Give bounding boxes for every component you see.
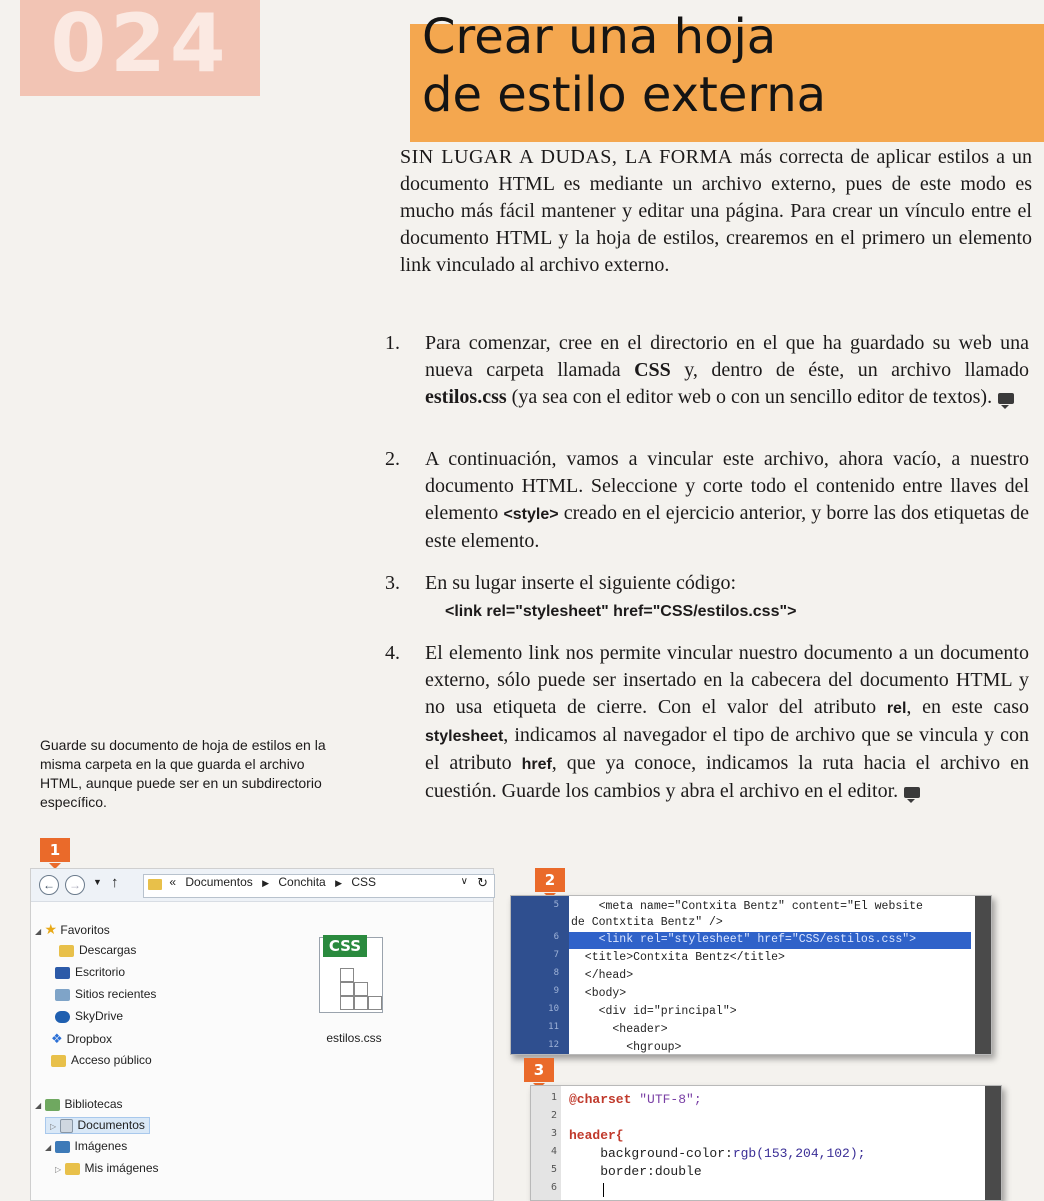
tree-item-descargas[interactable] xyxy=(59,943,136,957)
callout-badge-1: 1 xyxy=(40,838,70,862)
breadcrumb-item[interactable]: Documentos xyxy=(185,875,253,889)
folder-icon xyxy=(148,879,162,890)
editor-gutter xyxy=(511,896,569,1054)
text-cursor xyxy=(603,1183,604,1197)
file-name-label[interactable]: estilos.css xyxy=(326,1031,382,1045)
line-number: 7 xyxy=(553,950,559,960)
expand-icon: ◢ xyxy=(35,1101,42,1110)
breadcrumb-item[interactable]: CSS xyxy=(351,875,377,889)
line-number: 12 xyxy=(548,1040,559,1050)
tree-item-acceso-publico[interactable] xyxy=(51,1053,152,1067)
step-bold: rel xyxy=(886,700,907,717)
tree-item-escritorio[interactable] xyxy=(55,965,125,979)
page-title xyxy=(422,8,1022,124)
code-line-selected: <link rel="stylesheet" href="CSS/estilos.css"> xyxy=(571,933,917,946)
downloads-folder-icon xyxy=(59,945,74,957)
step-text: En su lugar inserte el siguiente código: xyxy=(425,572,737,594)
recent-places-icon xyxy=(55,989,70,1001)
editor-gutter xyxy=(531,1086,561,1200)
css-property: background-color: xyxy=(569,1146,733,1161)
dropdown-icon[interactable]: ∨ xyxy=(460,876,468,887)
callout-marker-icon xyxy=(904,787,920,798)
title-line-1: Crear una hoja xyxy=(422,9,777,65)
tree-item-skydrive[interactable] xyxy=(55,1009,123,1023)
tree-label: Acceso público xyxy=(71,1053,152,1067)
css-at-rule: @charset xyxy=(569,1092,632,1107)
back-arrow-icon[interactable]: ← xyxy=(39,875,59,895)
tree-label: Documentos xyxy=(77,1118,145,1132)
step-text: , en este caso xyxy=(906,696,1030,718)
tree-item-documentos[interactable] xyxy=(45,1117,150,1134)
tree-label: Favoritos xyxy=(60,923,110,937)
callout-marker-icon xyxy=(998,393,1014,404)
dropbox-icon: ❖ xyxy=(51,1031,63,1046)
tree-label: Dropbox xyxy=(66,1032,113,1046)
file-explorer-window xyxy=(30,868,494,1201)
step-bold: stylesheet xyxy=(425,728,504,745)
tree-item-imagenes[interactable] xyxy=(45,1139,127,1153)
tree-label: Bibliotecas xyxy=(64,1097,123,1111)
folder-icon xyxy=(65,1163,80,1175)
step-number: 1. xyxy=(385,332,400,354)
refresh-icon[interactable]: ↻ xyxy=(477,875,488,890)
scrollbar[interactable] xyxy=(975,896,991,1054)
line-number: 10 xyxy=(548,1004,559,1014)
code-line: <body> xyxy=(571,987,627,1000)
pictures-icon xyxy=(55,1141,70,1153)
library-icon xyxy=(45,1099,60,1111)
code-line: <meta name="Contxita Bentz" content="El website xyxy=(571,900,923,913)
step-number: 4. xyxy=(385,642,400,664)
css-property: border:double xyxy=(569,1164,702,1179)
code-line: </head> xyxy=(571,969,634,982)
breadcrumb-item[interactable]: Conchita xyxy=(278,875,326,889)
css-code-editor[interactable] xyxy=(530,1085,1002,1201)
tree-item-sitios-recientes[interactable] xyxy=(55,987,156,1001)
tree-label: SkyDrive xyxy=(75,1009,124,1023)
css-string: "UTF-8"; xyxy=(631,1092,702,1107)
breadcrumb-overflow[interactable]: « xyxy=(169,875,177,889)
line-number: 1 xyxy=(550,1092,557,1103)
code-line: de Contxtita Bentz" /> xyxy=(571,916,723,929)
tree-label: Escritorio xyxy=(75,965,126,979)
document-icon xyxy=(60,1119,73,1133)
line-number: 2 xyxy=(550,1110,557,1121)
forward-arrow-icon[interactable]: → xyxy=(65,875,85,895)
line-number: 11 xyxy=(548,1022,559,1032)
breadcrumb[interactable] xyxy=(143,874,495,898)
step-text: A continuación, vamos a vincular este archivo, ahora vacío, a nuestro documento HTML. Seleccione y corte todo el contenido entre llaves del elemento xyxy=(425,448,1029,524)
intro-lead: SIN LUGAR A DUDAS, LA FORMA xyxy=(400,146,733,168)
explorer-navbar xyxy=(31,869,493,902)
line-number: 5 xyxy=(550,1164,557,1175)
expand-icon: ◢ xyxy=(45,1143,52,1152)
chevron-right-icon: ▶ xyxy=(262,878,270,888)
css-selector: header{ xyxy=(569,1128,624,1143)
line-number: 6 xyxy=(550,1182,557,1193)
callout-badge-2: 2 xyxy=(535,868,565,892)
step-4 xyxy=(385,640,1035,860)
desktop-icon xyxy=(55,967,70,979)
grid-cell xyxy=(354,996,368,1010)
tree-label: Imágenes xyxy=(74,1139,128,1153)
code-line: <title>Contxita Bentz</title> xyxy=(571,951,785,964)
step-text: , que ya conoce, indicamos la ruta hacia el archivo en cuestión. Guarde los cambios y abra el archivo en el editor. xyxy=(425,752,1029,802)
grid-cell xyxy=(368,996,382,1010)
code-line: <hgroup> xyxy=(571,1041,682,1054)
folder-icon xyxy=(51,1055,66,1067)
line-number: 4 xyxy=(550,1146,557,1157)
code-snippet: <link rel="stylesheet" href="CSS/estilos.css"> xyxy=(445,603,797,620)
tree-label: Sitios recientes xyxy=(75,987,157,1001)
chevron-down-icon[interactable]: ▼ xyxy=(93,877,102,887)
step-number: 2. xyxy=(385,448,400,470)
grid-cell xyxy=(340,996,354,1010)
expand-icon: ▷ xyxy=(50,1122,57,1131)
grid-cell xyxy=(354,982,368,996)
figure-caption: Guarde su documento de hoja de estilos en la misma carpeta en la que guarda el archivo HTML, aunque puede ser en un subdirectorio específico. xyxy=(40,737,326,810)
step-bold: estilos.css xyxy=(425,386,507,408)
tree-libraries[interactable] xyxy=(35,1097,123,1111)
code-line: <header> xyxy=(571,1023,668,1036)
step-1 xyxy=(385,330,1035,440)
tree-label: Mis imágenes xyxy=(84,1161,159,1175)
step-text: El elemento link nos permite vincular nuestro documento a un documento externo, sólo puede ser insertado en la cabecera del documento HTML y no usa etiqueta de cierre. Con el valor del atributo xyxy=(425,642,1029,718)
code-line xyxy=(569,1146,865,1161)
step-text: Para comenzar, cree en el directorio en el que ha guardado su web una nueva carpeta llamada xyxy=(425,332,1029,381)
line-number: 3 xyxy=(550,1128,557,1139)
step-bold: CSS xyxy=(634,359,671,381)
code-line xyxy=(569,1092,702,1107)
step-bold: href xyxy=(521,756,552,773)
html-code-editor[interactable] xyxy=(510,895,992,1055)
up-arrow-icon[interactable]: ↑ xyxy=(111,874,119,891)
intro-rest: más correcta de aplicar estilos a un documento HTML es mediante un archivo externo, pues de este modo es mucho más fácil mantener y editar una página. Para crear un vínculo entre el documento HTML y la hoja de estilos, crearemos en el primero un elemento link vinculado al archivo externo. xyxy=(400,146,1033,276)
step-bold: <style> xyxy=(503,506,559,523)
tree-label: Descargas xyxy=(79,943,137,957)
line-number: 6 xyxy=(553,932,559,942)
intro-paragraph xyxy=(400,144,1032,279)
page-number: 024 xyxy=(20,0,260,96)
tree-item-dropbox[interactable] xyxy=(51,1031,112,1047)
grid-cell xyxy=(340,982,354,996)
expand-icon: ◢ xyxy=(35,927,42,936)
css-file-badge: CSS xyxy=(323,935,367,957)
expand-icon: ▷ xyxy=(55,1165,62,1174)
scrollbar[interactable] xyxy=(985,1086,1001,1200)
title-line-2: de estilo externa xyxy=(422,67,827,123)
code-line: <div id="principal"> xyxy=(571,1005,737,1018)
cloud-icon xyxy=(55,1011,70,1023)
callout-badge-3: 3 xyxy=(524,1058,554,1082)
step-text: (ya sea con el editor web o con un sencillo editor de textos). xyxy=(506,386,993,408)
step-number: 3. xyxy=(385,572,400,594)
chevron-right-icon: ▶ xyxy=(335,878,342,888)
line-number: 9 xyxy=(553,986,559,996)
step-2 xyxy=(385,446,1035,556)
tree-item-mis-imagenes[interactable] xyxy=(55,1161,159,1175)
line-number: 5 xyxy=(553,900,559,910)
css-value: rgb(153,204,102); xyxy=(732,1146,866,1161)
grid-cell xyxy=(340,968,354,982)
line-number: 8 xyxy=(553,968,559,978)
star-icon: ★ xyxy=(44,921,58,937)
step-text: , indicamos al navegador el tipo de archivo que se vincula y con el atributo xyxy=(425,724,1029,774)
step-3 xyxy=(385,570,1035,634)
step-text: creado en el ejercicio anterior, y borre las dos etiquetas de este elemento. xyxy=(425,502,1029,552)
tree-favorites[interactable] xyxy=(35,921,110,938)
step-text: y, dentro de éste, un archivo llamado xyxy=(670,359,1029,381)
